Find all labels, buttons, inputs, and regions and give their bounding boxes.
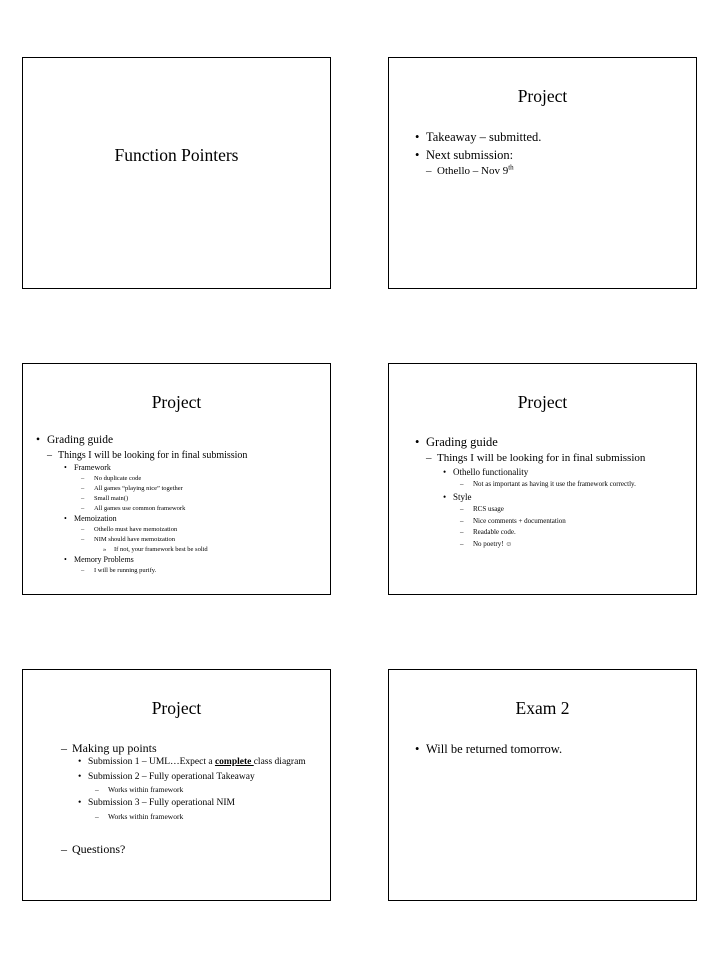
- slide-title: Project: [151, 698, 202, 718]
- detail-item: – I will be running purify.: [74, 566, 330, 576]
- bullet-item: [389, 130, 696, 145]
- sub-list: [61, 741, 320, 857]
- detail-item: – Not as important as having it use the framework correctly.: [453, 479, 696, 491]
- sub-sub-item-text: Style: [453, 492, 472, 503]
- sub-sub-item: [58, 555, 330, 576]
- bullet-text: Next submission:: [426, 147, 514, 162]
- sub-item-text: Making up points: [72, 741, 157, 755]
- sub-sub-item: [437, 492, 696, 550]
- detail-item: – No duplicate code: [74, 474, 330, 484]
- detail-list: [74, 474, 330, 514]
- bullet-text: Will be returned tomorrow.: [426, 742, 563, 756]
- sub-sub-item-text: Framework: [74, 462, 111, 472]
- emphasis-text: complete: [214, 757, 254, 768]
- bullet-list: [389, 130, 696, 181]
- note-list: [94, 545, 330, 555]
- sub-item-text: Things I will be looking for in final submission: [58, 449, 248, 461]
- detail-item: – No poetry! ☺: [453, 539, 696, 551]
- sub-item-text: Othello – Nov 9: [437, 164, 509, 177]
- sub-sub-item: [72, 797, 320, 822]
- sub-sub-list: [72, 756, 320, 822]
- sub-sub-item: [72, 771, 320, 796]
- sub-item-text: Things I will be looking for in final submission: [437, 451, 646, 464]
- sub-sub-item-post: class diagram: [253, 757, 306, 768]
- detail-item: [74, 535, 330, 555]
- sub-item: [47, 450, 330, 577]
- bullet-list: [389, 742, 696, 760]
- bullet-text: Grading guide: [426, 435, 498, 449]
- detail-item: – All games use common framework: [74, 504, 330, 514]
- bullet-list: [23, 434, 330, 579]
- detail-item: – Small main(): [74, 494, 330, 504]
- detail-list: [88, 811, 320, 822]
- detail-item: – RCS usage: [453, 504, 696, 516]
- bullet-item: [389, 742, 696, 757]
- sub-list: [426, 452, 696, 551]
- detail-item: – Works within framework: [88, 784, 320, 795]
- sub-sub-item-text: Memoization: [74, 513, 117, 523]
- detail-item: – All games “playing nice” together: [74, 484, 330, 494]
- sub-sub-item-text: Submission 2 – Fully operational Takeaway: [88, 771, 255, 782]
- sub-sub-list: [437, 467, 696, 550]
- bullet-item: [23, 434, 330, 576]
- bullet-text: Takeaway – submitted.: [426, 130, 542, 144]
- detail-list: [88, 784, 320, 795]
- slide-2: [388, 57, 697, 289]
- detail-list: [453, 504, 696, 550]
- detail-item: – Works within framework: [88, 811, 320, 822]
- sub-sub-item: [58, 463, 330, 514]
- sub-list: [426, 162, 696, 178]
- slide-title: Project: [517, 392, 568, 412]
- sub-sub-item: [58, 514, 330, 555]
- sub-sub-item: [437, 467, 696, 490]
- sub-item: [426, 162, 696, 178]
- sub-sub-item: [72, 756, 320, 768]
- sub-item-text: Questions?: [72, 841, 126, 856]
- slide-5: [22, 669, 331, 901]
- sub-sub-list: [58, 463, 330, 577]
- slide-4: [388, 363, 697, 595]
- slide-title: Function Pointers: [114, 145, 239, 165]
- slide-1: [22, 57, 331, 289]
- slide-6: [388, 669, 697, 901]
- sub-item: [426, 452, 696, 551]
- bullet-list: [389, 435, 696, 553]
- slide-3: [22, 363, 331, 595]
- slide-title: Project: [517, 86, 568, 106]
- detail-list: [453, 479, 696, 491]
- bullet-item: [389, 148, 696, 178]
- detail-list: [74, 525, 330, 555]
- sub-item: [61, 842, 320, 856]
- bullet-item: [389, 435, 696, 550]
- sub-list: [47, 450, 330, 577]
- bullet-text: Grading guide: [47, 434, 114, 446]
- sub-sub-item-pre: Submission 1 – UML…Expect a: [88, 757, 215, 768]
- detail-item: – Nice comments + documentation: [453, 516, 696, 528]
- note-item: » If not, your framework best be solid: [94, 545, 330, 555]
- detail-list: [74, 566, 330, 576]
- detail-item: – Readable code.: [453, 527, 696, 539]
- sub-sub-item-text: Othello functionality: [453, 466, 529, 477]
- superscript: th: [508, 162, 514, 171]
- detail-item-text: NIM should have memoization: [94, 535, 176, 543]
- sub-sub-item-text: Submission 3 – Fully operational NIM: [88, 798, 235, 809]
- slide-title: Project: [151, 392, 202, 412]
- sub-sub-item-text: Memory Problems: [74, 555, 134, 564]
- slide-title: Exam 2: [515, 698, 570, 718]
- sub-item: [61, 741, 320, 822]
- detail-item: – Othello must have memoization: [74, 525, 330, 535]
